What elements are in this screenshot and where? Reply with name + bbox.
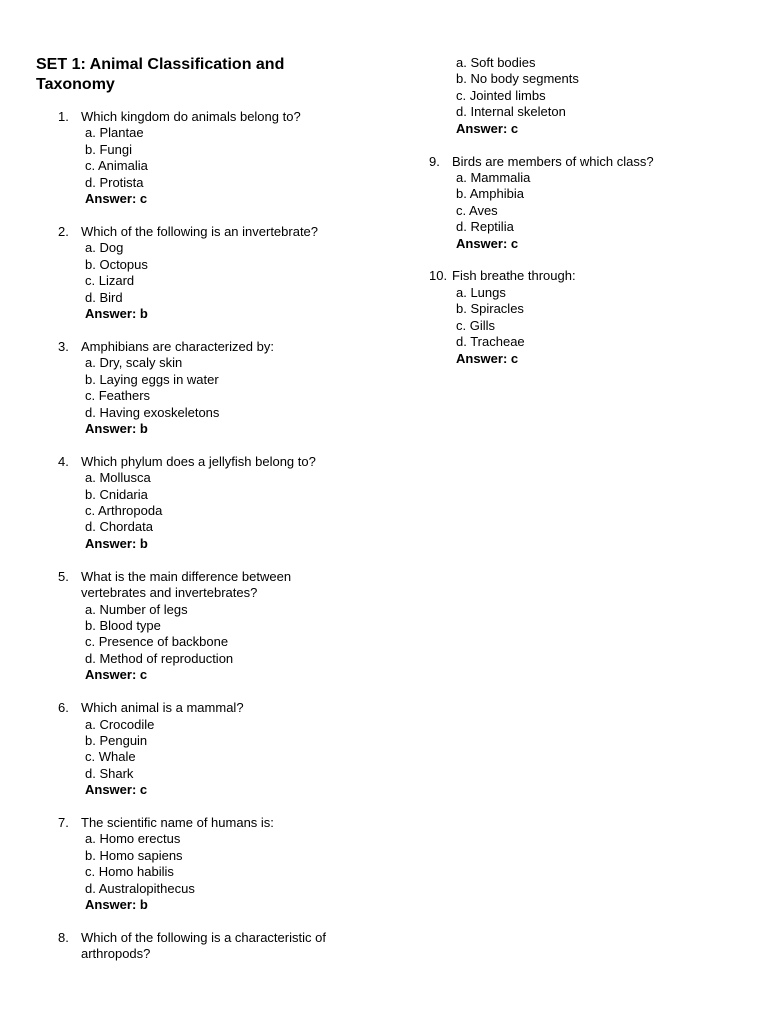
option: d. Method of reproduction xyxy=(85,650,234,666)
option: c. Jointed limbs xyxy=(456,87,546,103)
option: c. Arthropoda xyxy=(85,503,163,519)
question-2 xyxy=(58,224,378,322)
question-number: 4. xyxy=(58,453,69,469)
option: d. Australopithecus xyxy=(85,880,195,896)
option: c. Animalia xyxy=(85,158,148,174)
question-number: 1. xyxy=(58,109,69,124)
question-number: 7. xyxy=(58,815,69,831)
options-list xyxy=(58,602,378,668)
option: a. Dry, scaly skin xyxy=(85,355,183,371)
answer: Answer: b xyxy=(85,420,148,436)
question-3 xyxy=(58,339,378,437)
option: a. Plantae xyxy=(85,125,144,141)
question-4 xyxy=(58,454,378,552)
option: c. Whale xyxy=(85,749,136,765)
question-text: Which of the following is a characteristic of arthropods? xyxy=(81,929,326,962)
option: b. Laying eggs in water xyxy=(85,371,219,387)
option: a. Dog xyxy=(85,240,124,256)
question-text: What is the main difference between vertebrates and invertebrates? xyxy=(81,568,292,601)
option: c. Homo habilis xyxy=(85,864,174,880)
answer: Answer: b xyxy=(85,535,148,551)
question-9 xyxy=(429,154,749,252)
answer: Answer: c xyxy=(85,782,148,798)
options-list xyxy=(429,55,749,121)
option: a. Homo erectus xyxy=(85,831,181,847)
options-list xyxy=(58,240,378,306)
option: a. Mollusca xyxy=(85,470,151,486)
left-column xyxy=(58,109,378,979)
question-1 xyxy=(58,109,378,207)
question-number: 3. xyxy=(58,338,69,354)
option: d. Chordata xyxy=(85,519,153,535)
options-list xyxy=(58,717,378,783)
option: c. Feathers xyxy=(85,388,151,404)
options-list xyxy=(429,170,749,236)
option: b. No body segments xyxy=(456,71,579,87)
answer: Answer: b xyxy=(85,897,148,913)
option: c. Aves xyxy=(456,202,498,218)
option: a. Crocodile xyxy=(85,716,155,732)
option: d. Shark xyxy=(85,765,134,781)
option: d. Reptilia xyxy=(456,219,514,235)
option: a. Soft bodies xyxy=(456,55,536,70)
options-list xyxy=(58,470,378,536)
option: b. Penguin xyxy=(85,732,148,748)
question-number: 2. xyxy=(58,223,69,239)
option: b. Fungi xyxy=(85,141,132,157)
question-7 xyxy=(58,815,378,913)
option: d. Having exoskeletons xyxy=(85,404,220,420)
question-text: Birds are members of which class? xyxy=(452,153,654,169)
answer: Answer: c xyxy=(456,350,519,366)
question-number: 10. xyxy=(429,268,448,284)
question-text: Amphibians are characterized by: xyxy=(81,338,274,354)
option: b. Spiracles xyxy=(456,301,524,317)
option: c. Lizard xyxy=(85,273,135,289)
option: c. Gills xyxy=(456,317,495,333)
answer: Answer: c xyxy=(85,191,148,207)
option: d. Internal skeleton xyxy=(456,104,566,120)
question-text: Fish breathe through: xyxy=(452,268,576,284)
option: b. Amphibia xyxy=(456,186,524,202)
option: a. Number of legs xyxy=(85,601,188,617)
question-text: Which phylum does a jellyfish belong to? xyxy=(81,453,316,469)
question-8-continued xyxy=(429,55,749,137)
option: d. Tracheae xyxy=(456,334,525,350)
options-list xyxy=(58,831,378,897)
options-list xyxy=(429,285,749,351)
question-number: 6. xyxy=(58,700,69,716)
question-10 xyxy=(429,268,749,366)
answer: Answer: c xyxy=(456,235,519,251)
option: c. Presence of backbone xyxy=(85,634,229,650)
option: b. Octopus xyxy=(85,256,148,272)
page-title: SET 1: Animal Classification and Taxonomy xyxy=(36,56,285,93)
option: d. Protista xyxy=(85,174,144,190)
option: b. Homo sapiens xyxy=(85,847,183,863)
answer: Answer: b xyxy=(85,305,148,321)
question-text: Which animal is a mammal? xyxy=(81,700,244,716)
question-6 xyxy=(58,700,378,798)
question-5 xyxy=(58,569,378,684)
question-number: 9. xyxy=(429,153,440,169)
question-8 xyxy=(58,930,378,963)
option: a. Lungs xyxy=(456,284,506,300)
question-text: Which of the following is an invertebrate? xyxy=(81,223,319,239)
answer: Answer: c xyxy=(456,120,519,136)
right-column xyxy=(429,55,749,383)
options-list xyxy=(58,125,378,191)
question-number: 5. xyxy=(58,568,69,584)
options-list xyxy=(58,355,378,421)
option: a. Mammalia xyxy=(456,169,531,185)
option: b. Blood type xyxy=(85,617,161,633)
question-text: The scientific name of humans is: xyxy=(81,815,274,831)
answer: Answer: c xyxy=(85,667,148,683)
question-number: 8. xyxy=(58,929,69,945)
option: b. Cnidaria xyxy=(85,486,148,502)
question-text: Which kingdom do animals belong to? xyxy=(81,109,301,124)
option: d. Bird xyxy=(85,289,123,305)
